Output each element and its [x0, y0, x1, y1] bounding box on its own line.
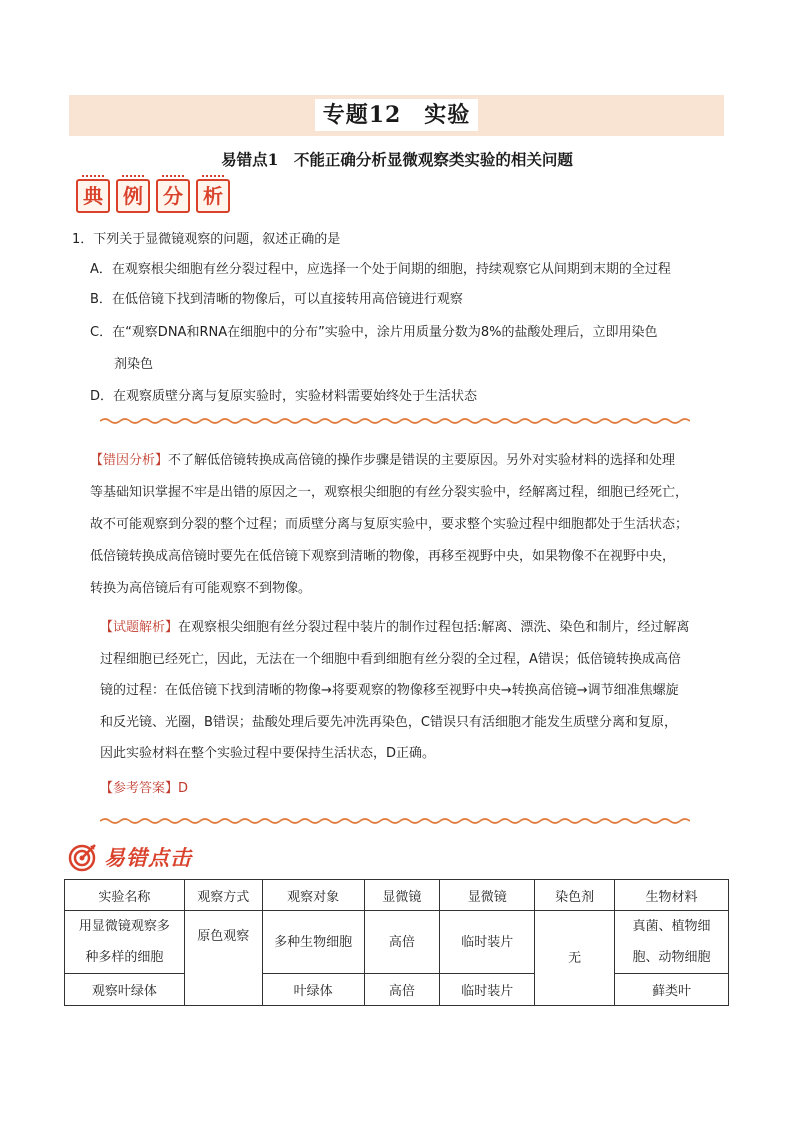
stamp-char: 典 — [76, 179, 110, 213]
option-c-continued: 剂染色 — [114, 357, 154, 372]
option-d: D．在观察质壁分离与复原实验时，实验材料需要始终处于生活状态 — [90, 389, 478, 404]
table-cell: 叶绿体 — [262, 974, 364, 1006]
wavy-divider — [100, 417, 690, 425]
error-analysis-tag: 【错因分析】 — [90, 453, 169, 468]
section2-header — [68, 842, 192, 872]
column-header: 显微镜 — [364, 880, 440, 911]
wavy-divider — [100, 817, 690, 825]
table-cell: 多种生物细胞 — [262, 911, 364, 974]
table-cell: 藓类叶 — [615, 974, 729, 1006]
error-analysis-line: 故不可能观察到分裂的整个过程；而质壁分离与复原实验中，要求整个实验过程中细胞都处于生活状态； — [90, 517, 689, 532]
question-stem: 1．下列关于显微镜观察的问题，叙述正确的是 — [72, 232, 341, 247]
table-cell: 高倍 — [364, 911, 440, 974]
page-title: 专题12 实验 — [315, 99, 478, 131]
option-b: B．在低倍镜下找到清晰的物像后，可以直接转用高倍镜进行观察 — [90, 292, 463, 307]
column-header: 实验名称 — [65, 880, 185, 911]
column-header: 观察对象 — [262, 880, 364, 911]
table-cell: 临时装片 — [440, 974, 535, 1006]
section-heading: 易错点1 不能正确分析显微观察类实验的相关问题 — [221, 150, 573, 169]
column-header: 观察方式 — [184, 880, 262, 911]
solution-line: 因此实验材料在整个实验过程中要保持生活状态，D正确。 — [100, 746, 436, 761]
table-cell: 原色观察 — [184, 911, 262, 1006]
table-cell: 高倍 — [364, 974, 440, 1006]
column-header: 显微镜 — [440, 880, 535, 911]
section2-title: 易错点击 — [104, 846, 192, 870]
table-cell: 用显微镜观察多 种多样的细胞 — [65, 911, 185, 974]
error-analysis-line: 转换为高倍镜后有可能观察不到物像。 — [90, 581, 312, 596]
option-c: C．在“观察DNA和RNA在细胞中的分布”实验中，涂片用质量分数为8%的盐酸处理后，立即用染色 — [90, 325, 658, 340]
solution-line: 过程细胞已经死亡，因此，无法在一个细胞中看到细胞有丝分裂的全过程，A错误；低倍镜转换成高倍 — [100, 652, 681, 667]
answer-value: D — [178, 781, 189, 796]
experiment-table — [64, 879, 729, 1006]
table-cell: 无 — [535, 911, 615, 1006]
stamp-char: 分 — [156, 179, 190, 213]
answer-tag: 【参考答案】 — [100, 781, 179, 796]
solution-line: 和反光镜、光圈，B错误；盐酸处理后要先冲洗再染色，C错误只有活细胞才能发生质壁分离和复原， — [100, 715, 677, 730]
column-header: 染色剂 — [535, 880, 615, 911]
stamp-char: 例 — [116, 179, 150, 213]
solution-tag: 【试题解析】 — [100, 620, 179, 635]
table-header-row — [65, 880, 729, 911]
table-cell: 真菌、植物细 胞、动物细胞 — [615, 911, 729, 974]
error-analysis-line: 低倍镜转换成高倍镜时要先在低倍镜下观察到清晰的物像，再移至视野中央，如果物像不在视野中央， — [90, 549, 676, 564]
table-row — [65, 911, 729, 974]
solution-line: 【试题解析】在观察根尖细胞有丝分裂过程中装片的制作过程包括:解离、漂洗、染色和制片，经过解离 — [100, 620, 690, 635]
table-cell: 观察叶绿体 — [65, 974, 185, 1006]
stamp-char: 析 — [196, 179, 230, 213]
example-analysis-stamps — [76, 179, 230, 213]
target-icon — [68, 842, 98, 872]
table-cell: 临时装片 — [440, 911, 535, 974]
error-analysis-line: 【错因分析】不了解低倍镜转换成高倍镜的操作步骤是错误的主要原因。另外对实验材料的选择和处理 — [90, 453, 676, 468]
table-row — [65, 974, 729, 1006]
error-analysis-line: 等基础知识掌握不牢是出错的原因之一，观察根尖细胞的有丝分裂实验中，经解离过程，细胞已经死亡， — [90, 485, 689, 500]
column-header: 生物材料 — [615, 880, 729, 911]
reference-answer — [100, 773, 188, 804]
solution-line: 镜的过程：在低倍镜下找到清晰的物像→将要观察的物像移至视野中央→转换高倍镜→调节细准焦螺旋 — [100, 683, 679, 698]
option-a: A．在观察根尖细胞有丝分裂过程中，应选择一个处于间期的细胞，持续观察它从间期到末期的全过程 — [90, 262, 671, 277]
